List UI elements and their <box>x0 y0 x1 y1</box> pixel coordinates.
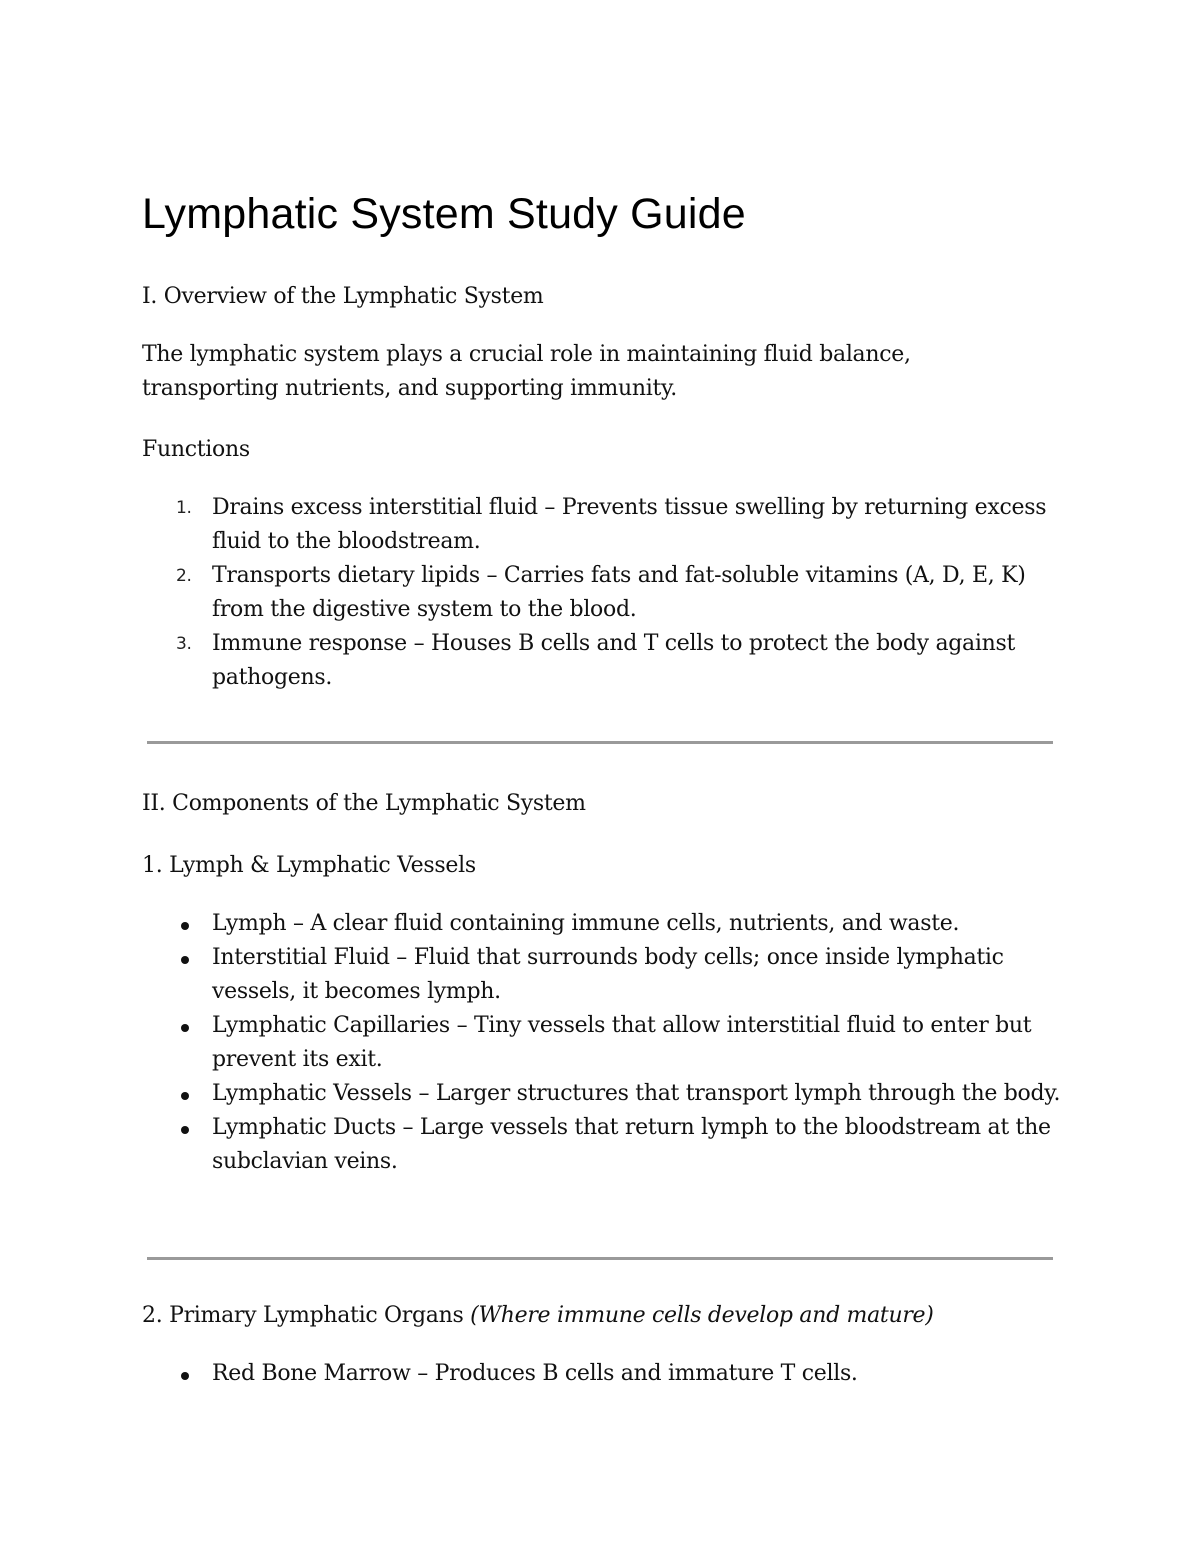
list-item-text: Red Bone Marrow – Produces B cells and immature T cells. <box>212 1361 858 1386</box>
list-number: 1. <box>176 498 192 518</box>
list-number: 3. <box>176 634 192 654</box>
horizontal-divider <box>147 1257 1053 1260</box>
function-item <box>142 559 1062 627</box>
functions-heading: Functions <box>142 437 250 462</box>
horizontal-divider <box>147 741 1053 744</box>
function-text: Immune response – Houses B cells and T cells to protect the body against pathogens. <box>212 631 1016 690</box>
primary-organs-list <box>142 1357 1062 1391</box>
list-item-text: Lymphatic Capillaries – Tiny vessels that allow interstitial fluid to enter but prevent its exit. <box>212 1013 1032 1072</box>
bullet-icon <box>181 956 189 964</box>
function-item <box>142 627 1062 695</box>
bullet-icon <box>181 922 189 930</box>
bullet-icon <box>181 1372 189 1380</box>
list-item-text: Lymph – A clear fluid containing immune cells, nutrients, and waste. <box>212 911 960 936</box>
subsection-2-heading <box>142 1299 934 1333</box>
bullet-icon <box>181 1092 189 1100</box>
list-item <box>142 907 1062 941</box>
list-number: 2. <box>176 566 192 586</box>
document-title: Lymphatic System Study Guide <box>142 190 746 238</box>
subsection-1-heading: 1. Lymph & Lymphatic Vessels <box>142 853 476 878</box>
list-item-text: Lymphatic Ducts – Large vessels that return lymph to the bloodstream at the subclavian veins. <box>212 1115 1051 1174</box>
list-item <box>142 1357 1062 1391</box>
function-text: Drains excess interstitial fluid – Prevents tissue swelling by returning excess fluid to the bloodstream. <box>212 495 1047 554</box>
list-item <box>142 1077 1062 1111</box>
list-item <box>142 941 1062 1009</box>
section-1-heading: I. Overview of the Lymphatic System <box>142 284 544 309</box>
subsection-2-note: (Where immune cells develop and mature) <box>470 1303 934 1328</box>
bullet-icon <box>181 1126 189 1134</box>
functions-list <box>142 491 1062 695</box>
bullet-icon <box>181 1024 189 1032</box>
list-item <box>142 1009 1062 1077</box>
list-item-text: Interstitial Fluid – Fluid that surrounds body cells; once inside lymphatic vessels, it becomes lymph. <box>212 945 1004 1004</box>
function-item <box>142 491 1062 559</box>
vessels-list <box>142 907 1062 1179</box>
section-1-intro: The lymphatic system plays a crucial role in maintaining fluid balance, transporting nutrients, and supporting immunity. <box>142 342 911 401</box>
function-text: Transports dietary lipids – Carries fats and fat-soluble vitamins (A, D, E, K) from the digestive system to the blood. <box>212 563 1026 622</box>
list-item <box>142 1111 1062 1179</box>
list-item-text: Lymphatic Vessels – Larger structures that transport lymph through the body. <box>212 1081 1061 1106</box>
section-2-heading: II. Components of the Lymphatic System <box>142 791 586 816</box>
subsection-2-title: 2. Primary Lymphatic Organs <box>142 1303 464 1328</box>
